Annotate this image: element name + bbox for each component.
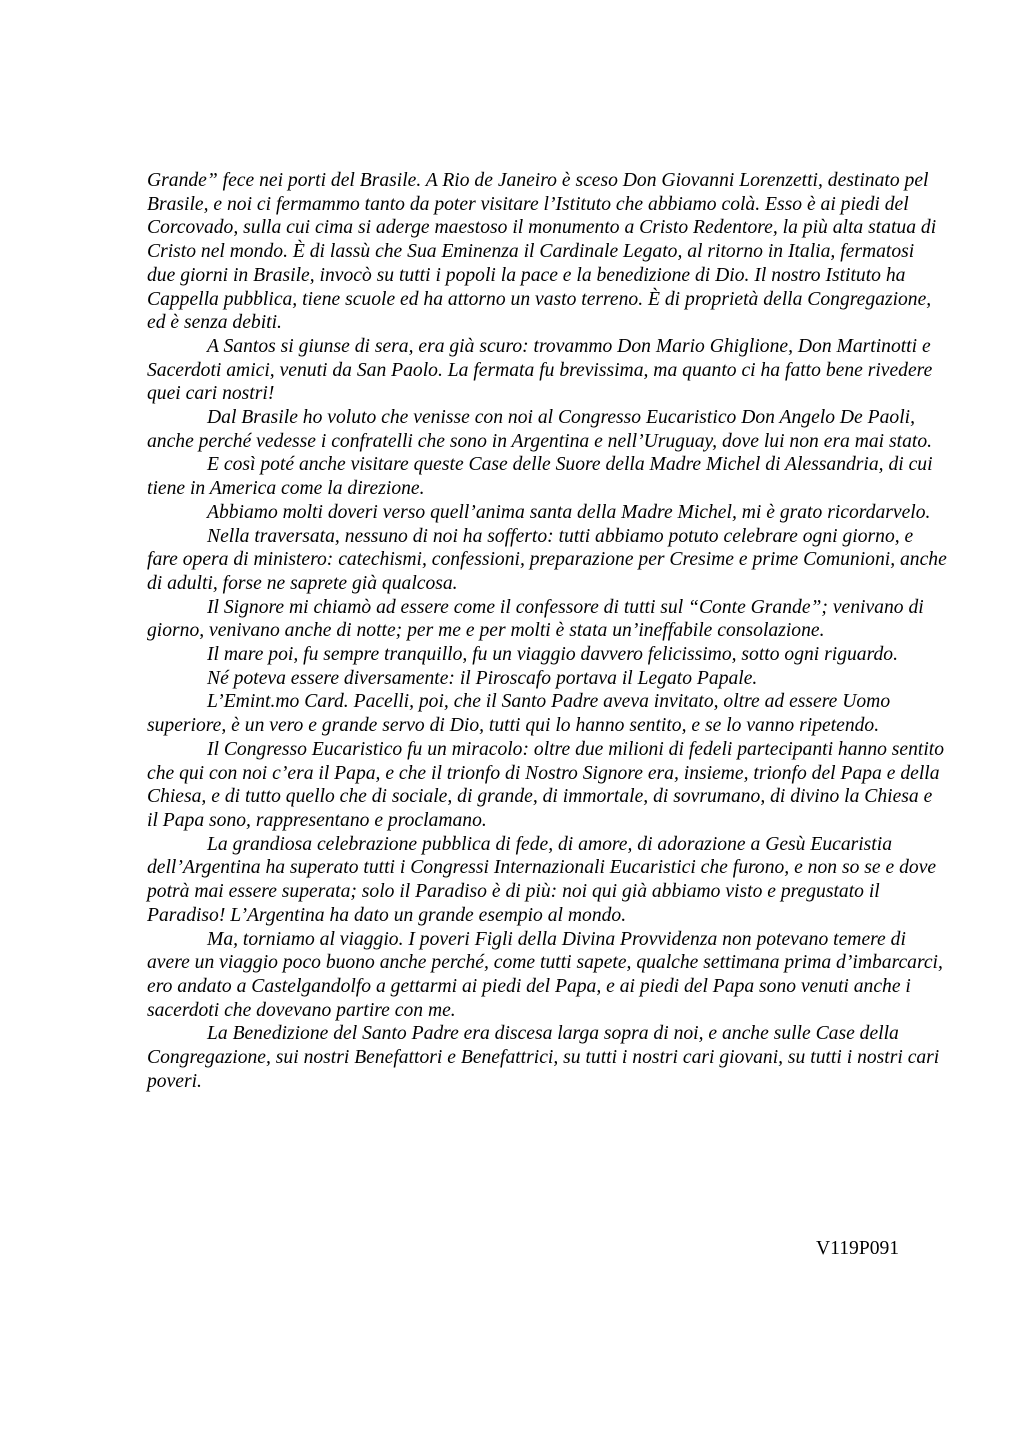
paragraph: Abbiamo molti doveri verso quell’anima santa della Madre Michel, mi è grato ricordarvelo.: [207, 501, 931, 523]
paragraph: La grandiosa celebrazione pubblica di fede, di amore, di adorazione a Gesù Eucaristia dell’Argentina ha superato tutti i Congressi Internazionali Eucaristici che furono, e non so se e dove potrà mai essere superata; solo il Paradiso è di più: noi qui già abbiamo visto e pregustato il Paradiso! L’Argentina ha dato un grande esempio al mondo.: [147, 833, 937, 926]
paragraph: La Benedizione del Santo Padre era discesa larga sopra di noi, e anche sulle Case della Congregazione, sui nostri Benefattori e Benefattrici, su tutti i nostri cari giovani, su tutti i nostri cari poveri.: [147, 1023, 940, 1092]
paragraph: Grande” fece nei porti del Brasile. A Rio de Janeiro è sceso Don Giovanni Lorenzetti, destinato pel Brasile, e noi ci fermammo tanto da poter visitare l’Istituto che abbiamo colà. Esso è ai piedi del Corcovado, sulla cui cima si aderge maestoso il monumento a Cristo Redentore, la più alta statua di Cristo nel mondo. È di lassù che Sua Eminenza il Cardinale Legato, al ritorno in Italia, fermatosi due giorni in Brasile, invocò su tutti i popoli la pace e la benedizione di Dio. Il nostro Istituto ha Cappella pubblica, tiene scuole ed ha attorno un vasto terreno. È di proprietà della Congregazione, ed è senza debiti.: [147, 170, 937, 334]
paragraph: A Santos si giunse di sera, era già scuro: trovammo Don Mario Ghiglione, Don Martinotti e Sacerdoti amici, venuti da San Paolo. La fermata fu brevissima, ma quanto ci ha fatto bene rivedere quei cari nostri!: [147, 335, 933, 405]
paragraph: Né poteva essere diversamente: il Piroscafo portava il Legato Papale.: [207, 667, 758, 689]
paragraph: E così poté anche visitare queste Case delle Suore della Madre Michel di Alessandria, di cui tiene in America come la direzione.: [147, 454, 933, 500]
paragraph: Nella traversata, nessuno di noi ha sofferto: tutti abbiamo potuto celebrare ogni giorno, e fare opera di ministero: catechismi, confessioni, preparazione per Cresime e prime Comunioni, anche di adulti, forse ne saprete già qualcosa.: [147, 525, 947, 594]
paragraph: Ma, torniamo al viaggio. I poveri Figli della Divina Provvidenza non potevano temere di avere un viaggio poco buono anche perché, come tutti sapete, qualche settimana prima d’imbarcarci, ero andato a Castelgandolfo a gettarmi ai piedi del Papa, e ai piedi del Papa sono venuti anche i sacerdoti che dovevano partire con me.: [147, 928, 943, 1021]
paragraph: Il mare poi, fu sempre tranquillo, fu un viaggio davvero felicissimo, sotto ogni riguardo.: [207, 644, 898, 666]
page-code: V119P091: [816, 1238, 900, 1259]
paragraph: L’Emint.mo Card. Pacelli, poi, che il Santo Padre aveva invitato, oltre ad essere Uomo superiore, è un vero e grande servo di Dio, tutti qui lo hanno sentito, e se lo vanno ripetendo.: [147, 691, 891, 737]
paragraph: Il Congresso Eucaristico fu un miracolo: oltre due milioni di fedeli partecipanti hanno sentito che qui con noi c’era il Papa, e che il trionfo di Nostro Signore era, insieme, trionfo del Papa e della Chiesa, e di tutto quello che di sociale, di grande, di immortale, di sovrumano, di divino la Chiesa e il Papa sono, rappresentano e proclamano.: [147, 738, 945, 831]
body-text: [147, 169, 947, 1093]
paragraph: Il Signore mi chiamò ad essere come il confessore di tutti sul “Conte Grande”; venivano di giorno, venivano anche di notte; per me e per molti è stata un’ineffabile consolazione.: [147, 596, 924, 642]
paragraph: Dal Brasile ho voluto che venisse con noi al Congresso Eucaristico Don Angelo De Paoli, anche perché vedesse i confratelli che sono in Argentina e nell’Uruguay, dove lui non era mai stato.: [147, 407, 933, 452]
